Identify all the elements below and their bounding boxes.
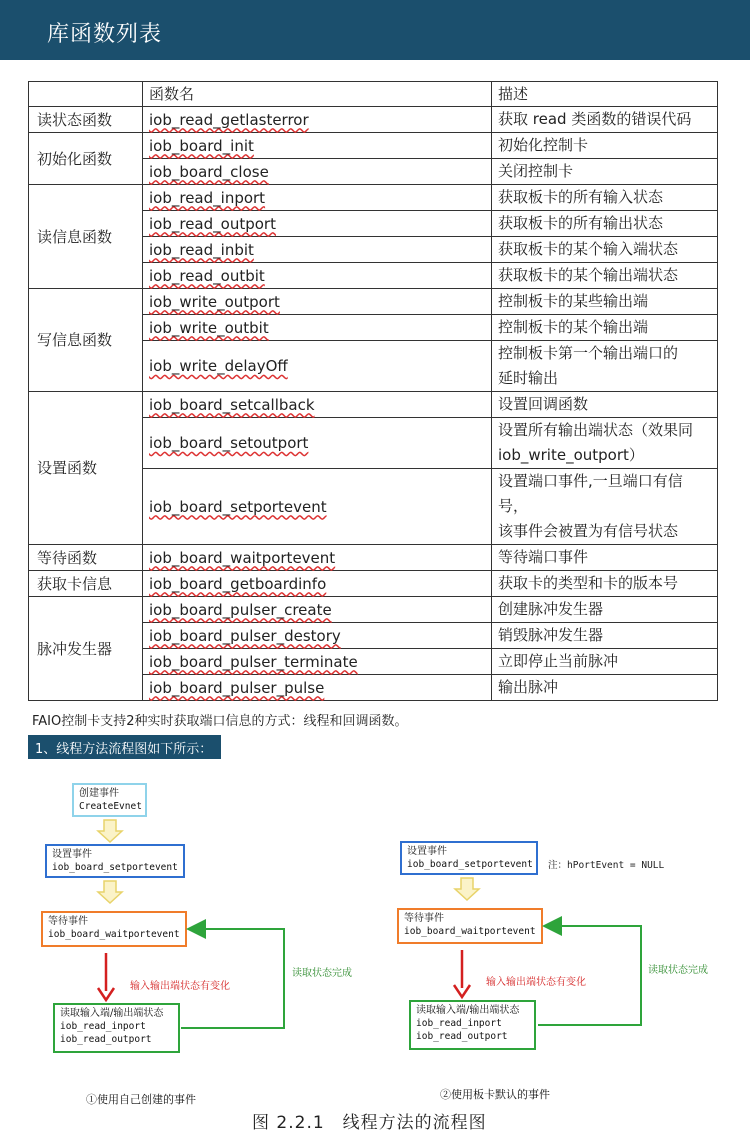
table-row xyxy=(29,107,718,133)
function-name: iob_board_pulser_destory xyxy=(149,626,341,645)
right-change-label: 输入输出端状态有变化 xyxy=(486,977,586,988)
page-header xyxy=(0,0,750,60)
left-wait-event-title: 等待事件 xyxy=(48,916,88,927)
function-name-cell xyxy=(143,107,492,133)
left-read-state-title: 读取输入端/输出端状态 xyxy=(60,1008,164,1019)
description-line: 等待端口事件 xyxy=(498,548,589,566)
description-cell xyxy=(492,237,718,263)
description-line: 输出脉冲 xyxy=(498,678,559,696)
right-read-inport-code: iob_read_inport xyxy=(416,1018,502,1029)
function-name: iob_board_waitportevent xyxy=(149,548,336,567)
function-name-cell xyxy=(143,469,492,545)
left-change-label: 输入输出端状态有变化 xyxy=(130,981,230,992)
category-cell: 写信息函数 xyxy=(29,289,143,392)
description-line: 获取板卡的所有输出状态 xyxy=(498,214,664,232)
function-name-cell xyxy=(143,263,492,289)
page-title: 库函数列表 xyxy=(47,22,163,47)
description-cell xyxy=(492,392,718,418)
description-line: 控制板卡第一个输出端口的 xyxy=(498,344,679,362)
left-hollow-arrow-1 xyxy=(98,820,122,842)
left-set-event-box xyxy=(45,844,185,878)
description-cell xyxy=(492,571,718,597)
function-name-cell xyxy=(143,159,492,185)
description-cell xyxy=(492,315,718,341)
left-create-event-code: CreateEvnet xyxy=(79,801,142,812)
function-name: iob_write_outbit xyxy=(149,318,269,337)
figure-caption: 图 2.2.1 线程方法的流程图 xyxy=(252,1113,487,1133)
function-name-cell xyxy=(143,133,492,159)
description-cell xyxy=(492,263,718,289)
description-cell xyxy=(492,211,718,237)
function-name: iob_read_outport xyxy=(149,214,276,233)
description-cell xyxy=(492,159,718,185)
left-hollow-arrow-2 xyxy=(98,881,122,903)
description-line: 设置端口事件,一旦端口有信 xyxy=(498,472,683,490)
function-name-cell xyxy=(143,597,492,623)
right-read-state-title: 读取输入端/输出端状态 xyxy=(416,1005,520,1016)
left-wait-event-code: iob_board_waitportevent xyxy=(48,929,180,940)
right-red-arrow-head xyxy=(454,985,470,997)
description-line: 立即停止当前脉冲 xyxy=(498,652,619,670)
description-cell xyxy=(492,341,718,392)
left-read-inport-code: iob_read_inport xyxy=(60,1021,146,1032)
function-name-cell xyxy=(143,289,492,315)
right-done-label: 读取状态完成 xyxy=(648,965,708,976)
function-name: iob_board_pulser_terminate xyxy=(149,652,358,671)
function-name-cell xyxy=(143,418,492,469)
right-wait-event-code: iob_board_waitportevent xyxy=(404,926,536,937)
description-line: 该事件会被置为有信号状态 xyxy=(498,522,679,540)
function-name-cell xyxy=(143,237,492,263)
right-read-state-box xyxy=(409,1000,536,1050)
table-row xyxy=(29,133,718,159)
function-name-cell xyxy=(143,211,492,237)
category-cell: 脉冲发生器 xyxy=(29,597,143,701)
function-name-cell xyxy=(143,315,492,341)
section-heading: 1、线程方法流程图如下所示： xyxy=(35,742,213,757)
function-name: iob_board_pulser_pulse xyxy=(149,678,325,697)
category-cell: 获取卡信息 xyxy=(29,571,143,597)
description-cell xyxy=(492,545,718,571)
description-line: 号， xyxy=(498,497,529,515)
description-cell xyxy=(492,675,718,701)
description-line: 获取卡的类型和卡的版本号 xyxy=(498,574,679,592)
left-read-outport-code: iob_read_outport xyxy=(60,1034,152,1045)
function-name: iob_board_setportevent xyxy=(149,497,327,516)
function-table xyxy=(28,81,718,701)
function-name-cell xyxy=(143,341,492,392)
right-note-label: 注：hPortEvent = NULL xyxy=(548,860,665,871)
right-read-outport-code: iob_read_outport xyxy=(416,1031,508,1042)
header-cell-function: 函数名 xyxy=(143,82,492,107)
table-row xyxy=(29,571,718,597)
header-cell-description: 描述 xyxy=(492,82,718,107)
function-name-cell xyxy=(143,392,492,418)
right-hollow-arrow xyxy=(455,878,479,900)
description-cell xyxy=(492,469,718,545)
description-line: 控制板卡的某些输出端 xyxy=(498,292,649,310)
description-line: 延时输出 xyxy=(498,369,559,387)
description-line: 设置所有输出端状态（效果同 xyxy=(498,421,694,439)
right-diagram-caption: ②使用板卡默认的事件 xyxy=(440,1088,550,1101)
function-name-cell xyxy=(143,623,492,649)
function-name: iob_read_outbit xyxy=(149,266,265,285)
function-name: iob_write_outport xyxy=(149,292,280,311)
category-cell: 读状态函数 xyxy=(29,107,143,133)
description-line: 获取板卡的某个输入端状态 xyxy=(498,240,679,258)
description-line: 控制板卡的某个输出端 xyxy=(498,318,649,336)
header-cell-category xyxy=(29,82,143,107)
right-set-event-box xyxy=(400,841,538,875)
description-cell xyxy=(492,623,718,649)
left-wait-event-box xyxy=(41,911,187,947)
left-create-event-box xyxy=(72,783,147,817)
description-line: 关闭控制卡 xyxy=(498,162,574,180)
function-name: iob_write_delayOff xyxy=(149,357,288,375)
category-cell: 读信息函数 xyxy=(29,185,143,289)
description-line: 设置回调函数 xyxy=(498,395,589,413)
description-cell xyxy=(492,597,718,623)
function-name: iob_board_setcallback xyxy=(149,395,315,414)
table-row xyxy=(29,545,718,571)
description-line: iob_write_outport） xyxy=(498,446,644,464)
function-name: iob_read_getlasterror xyxy=(149,110,309,129)
function-name: iob_board_pulser_create xyxy=(149,600,332,619)
description-cell xyxy=(492,133,718,159)
table-row xyxy=(29,289,718,315)
function-name-cell xyxy=(143,185,492,211)
description-line: 获取板卡的所有输入状态 xyxy=(498,188,664,206)
function-name-cell xyxy=(143,571,492,597)
left-done-label: 读取状态完成 xyxy=(292,968,352,979)
left-read-state-box xyxy=(53,1003,180,1053)
description-cell xyxy=(492,107,718,133)
right-wait-event-box xyxy=(397,908,543,944)
category-cell: 初始化函数 xyxy=(29,133,143,185)
table-row xyxy=(29,392,718,418)
section-heading-bar xyxy=(28,735,221,759)
description-line: 创建脉冲发生器 xyxy=(498,600,604,618)
table-row xyxy=(29,185,718,211)
function-name: iob_board_getboardinfo xyxy=(149,574,327,593)
description-cell xyxy=(492,185,718,211)
intro-note: FAIO控制卡支持2种实时获取端口信息的方式：线程和回调函数。 xyxy=(32,714,408,729)
left-diagram-caption: ①使用自己创建的事件 xyxy=(86,1093,196,1106)
function-name-cell xyxy=(143,675,492,701)
description-line: 销毁脉冲发生器 xyxy=(498,626,604,644)
function-name: iob_board_init xyxy=(149,136,254,155)
category-cell: 设置函数 xyxy=(29,392,143,545)
description-cell xyxy=(492,418,718,469)
function-name: iob_read_inbit xyxy=(149,240,254,259)
category-cell: 等待函数 xyxy=(29,545,143,571)
left-set-event-code: iob_board_setportevent xyxy=(52,862,178,873)
function-name-cell xyxy=(143,649,492,675)
description-line: 初始化控制卡 xyxy=(498,136,589,154)
function-name: iob_board_close xyxy=(149,162,269,181)
left-set-event-title: 设置事件 xyxy=(52,849,92,860)
left-red-arrow-head xyxy=(98,988,114,1000)
function-name: iob_read_inport xyxy=(149,188,266,207)
description-cell xyxy=(492,289,718,315)
function-name-cell xyxy=(143,545,492,571)
right-set-event-title: 设置事件 xyxy=(407,846,447,857)
right-set-event-code: iob_board_setportevent xyxy=(407,859,533,870)
description-line: 获取 read 类函数的错误代码 xyxy=(498,110,692,128)
table-row xyxy=(29,597,718,623)
function-name: iob_board_setoutport xyxy=(149,434,309,452)
left-create-event-title: 创建事件 xyxy=(79,788,119,799)
right-wait-event-title: 等待事件 xyxy=(404,913,444,924)
description-line: 获取板卡的某个输出端状态 xyxy=(498,266,679,284)
description-cell xyxy=(492,649,718,675)
